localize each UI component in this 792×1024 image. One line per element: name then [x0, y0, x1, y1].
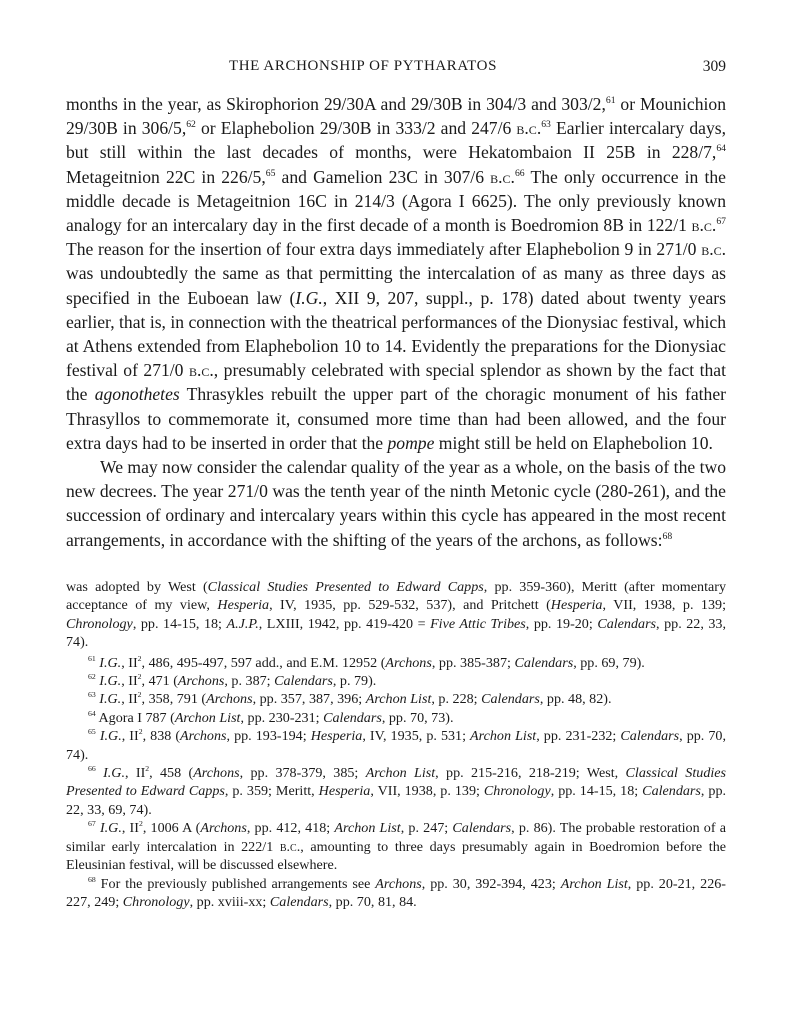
- footnote-61: $^{61}$ I.G., $II^2$, 486, 495-497, 597 add., and E.M. 12952 (Archons, pp. 385-387; Calendars, pp. 69, 79).: [88, 653, 645, 671]
- footnotes: [66, 578, 726, 911]
- footnote-ref-68[interactable]: 68: [662, 530, 673, 542]
- footnote-67: $^{67}$ I.G., $II^2$, 1006 A (Archons, pp. 412, 418; Archon List, p. 247; Calendars, p. 86). The probable restoration of a similar early intercalation in 222/1 b.c., amounting to three days presumably again in Boedromion before the Eleusinian festival, will be discussed elsewhere.: [66, 819, 726, 874]
- era-abbrev: b.c.: [516, 118, 542, 139]
- footnote-64: $^{64}$ Agora I 787 (Archon List, pp. 230-231; Calendars, pp. 70, 73).: [88, 709, 454, 726]
- greek-term: agonothetes: [94, 384, 180, 405]
- citation-title: I.G.: [295, 287, 323, 308]
- running-header: [66, 58, 726, 80]
- running-head-title: THE ARCHONSHIP OF PYTHARATOS: [228, 58, 498, 74]
- footnote-65: $^{65}$ I.G., $II^2$, 838 (Archons, pp. 193-194; Hesperia, IV, 1935, p. 531; Archon List, pp. 231-232; Calendars, pp. 70, 74).: [66, 727, 726, 763]
- footnote-ref-61[interactable]: 61: [605, 94, 616, 106]
- footnote-ref-62[interactable]: 62: [186, 118, 196, 130]
- footnote-ref-64[interactable]: 64: [716, 143, 726, 155]
- footnote-66: $^{66}$ I.G., $II^2$, 458 (Archons, pp. 378-379, 385; Archon List, pp. 215-216, 218-219; West, Classical Studies Presented to Edward Capps, p. 359; Meritt, Hesperia, VII, 1938, p. 139; Chronology, pp. 14-15, 18; Calendars, pp. 22, 33, 69, 74).: [66, 764, 727, 818]
- footnote-62: $^{62}$ I.G., $II^2$, 471 (Archons, p. 387; Calendars, p. 79).: [88, 672, 377, 690]
- paragraph-2: We may now consider the calendar quality of the year as a whole, on the basis of the two new decrees. The year 271/0 was the tenth year of the ninth Metonic cycle (280-261), and the succession of ordinary and intercalary years within this cycle has appeared in the most recent arrangements, in accordance with the shifting of the years of the archons, as follows:$^{68}$: [66, 457, 726, 550]
- footnote-continued: was adopted by West (Classical Studies Presented to Edward Capps, pp. 359-360), Meritt (after momentary acceptance of my view, Hesperia, IV, 1935, pp. 529-532, 537), and Pritchett (Hesperia, VII, 1938, p. 139; Chronology, pp. 14-15, 18; A.J.P., LXIII, 1942, pp. 419-420 = Five Attic Tribes, pp. 19-20; Calendars, pp. 22, 33, 74).: [66, 579, 727, 651]
- paragraph-1: months in the year, as Skirophorion 29/30A and 29/30B in 304/3 and 303/2,61 or Mounichion 29/30B in 306/5,62 or Elaphebolion 29/30B in 333/2 and 247/6 b.c.$^{63}$ Earlier intercalary days, but still within the last decades of months, were Hekatombaion II 25B in 228/7,64 Metageitnion 22C in 226/5,65 and Gamelion 23C in 307/6 b.c.$^{66}$ The only occurrence in the middle decade is Metageitnion 16C in 214/3 (Agora I 6625). The only previously known analogy for an intercalary day in the first decade of a month is Boedromion 8B in 122/1 b.c.$^{67}$ The reason for the insertion of four extra days immediately after Elaphebolion 9 in 271/0 b.c. was undoubtedly the same as that permitting the intercalation of as many as three days as specified in the Euboean law (I.G., XII 9, 207, suppl., p. 178) dated about twenty years earlier, that is, in connection with the theatrical performances of the Dionysiac festival, which at Athens extended from Elaphebolion 10 to 14. Evidently the preparations for the Dionysiac festival of 271/0 b.c., presumably celebrated with special splendor as shown by the fact that the agonothetes Thrasykles rebuilt the upper part of the choragic monument of his father Thrasyllos to commemorate it, consumed more time than had been allowed, and the four extra days had to be inserted in order that the pompe might still be held on Elaphebolion 10.: [66, 94, 726, 453]
- footnote-ref-66[interactable]: 66: [514, 167, 525, 179]
- era-abbrev: b.c.: [701, 239, 726, 260]
- footnote-ref-63[interactable]: 63: [541, 118, 551, 130]
- footnote-ref-65[interactable]: 65: [265, 167, 276, 179]
- page-number: 309: [702, 58, 726, 75]
- era-abbrev: b.c.: [691, 215, 717, 236]
- footnote-ref-67[interactable]: 67: [716, 215, 726, 227]
- footnote-63: $^{63}$ I.G., $II^2$, 358, 791 (Archons, pp. 357, 387, 396; Archon List, p. 228; Calendars, pp. 48, 82).: [88, 690, 612, 708]
- main-text: [66, 92, 726, 552]
- era-abbrev: b.c.: [188, 360, 214, 381]
- era-abbrev: b.c.: [490, 166, 515, 187]
- footnote-68: $^{68}$ For the previously published arrangements see Archons, pp. 30, 392-394, 423; Archon List, pp. 20-21, 226-227, 249; Chronology, pp. xviii-xx; Calendars, pp. 70, 81, 84.: [66, 874, 726, 910]
- greek-term: pompe: [387, 432, 435, 453]
